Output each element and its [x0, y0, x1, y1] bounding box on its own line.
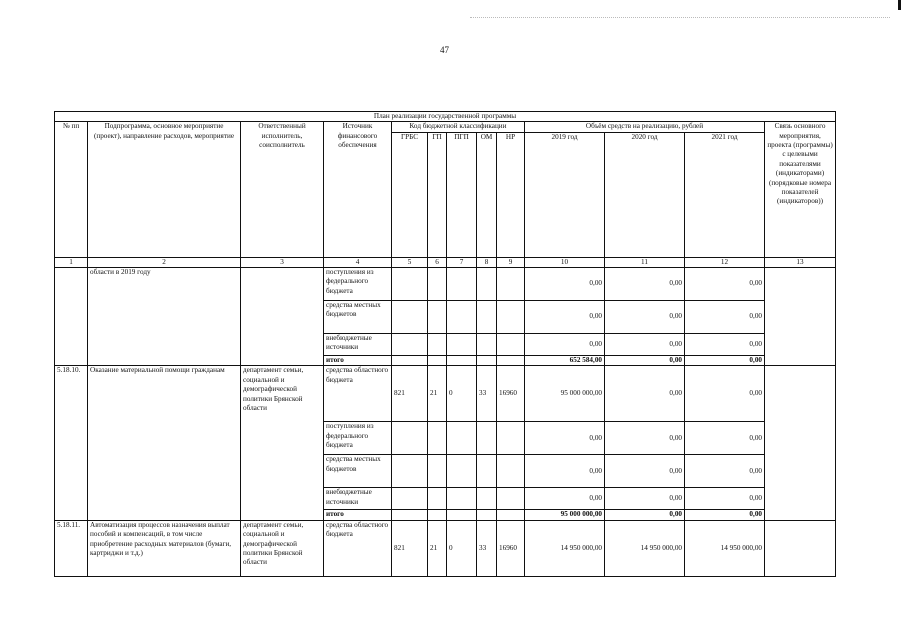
link-cell	[765, 520, 836, 576]
value-2021: 0,00	[685, 455, 765, 488]
source-cell: средства местных бюджетов	[324, 455, 392, 488]
value-2020: 14 950 000,00	[605, 520, 685, 576]
source-cell: средства областного бюджета	[324, 366, 392, 422]
value-2020: 0,00	[605, 301, 685, 334]
col-number: 9	[497, 257, 525, 267]
total-2020: 0,00	[605, 510, 685, 520]
om-code: 33	[477, 366, 497, 422]
plan-table	[54, 111, 836, 577]
link-cell	[765, 366, 836, 520]
grbs-code: 821	[392, 520, 428, 576]
total-2019: 95 000 000,00	[525, 510, 605, 520]
col-number: 1	[55, 257, 88, 267]
pgp-code: 0	[447, 520, 477, 576]
col-number: 2	[88, 257, 241, 267]
header-link: Связь основного мероприятия, проекта (программы) с целевыми показателями (индикаторами) (порядковые номера показателей (индикаторов))	[765, 122, 836, 257]
header-np: НР	[497, 132, 525, 257]
total-2021: 0,00	[685, 356, 765, 366]
value-2021: 0,00	[685, 268, 765, 301]
value-2019: 0,00	[525, 334, 605, 356]
executor-name: департамент семьи, социальной и демографической политики Брянской области	[241, 366, 324, 520]
value-2020: 0,00	[605, 334, 685, 356]
executor-name: департамент семьи, социальной и демографической политики Брянской области	[241, 520, 324, 576]
header-subprogram: Подпрограмма, основное мероприятие (проект), направление расходов, мероприятие	[88, 122, 241, 257]
value-2020: 0,00	[605, 488, 685, 510]
header-pgp: ПГП	[447, 132, 477, 257]
value-2020: 0,00	[605, 366, 685, 422]
source-cell: средства местных бюджетов	[324, 301, 392, 334]
corner-mark	[898, 0, 901, 10]
value-2020: 0,00	[605, 268, 685, 301]
col-number: 8	[477, 257, 497, 267]
value-2019: 0,00	[525, 455, 605, 488]
value-2019: 0,00	[525, 422, 605, 455]
gp-code: 21	[428, 366, 447, 422]
header-num: № пп	[55, 122, 88, 257]
header-om: ОМ	[477, 132, 497, 257]
header-2019: 2019 год	[525, 132, 605, 257]
value-2021: 14 950 000,00	[685, 520, 765, 576]
col-number: 5	[392, 257, 428, 267]
np-code: 16960	[497, 366, 525, 422]
value-2019: 0,00	[525, 268, 605, 301]
value-2021: 0,00	[685, 334, 765, 356]
source-cell: средства областного бюджета	[324, 520, 392, 576]
link-cell	[765, 268, 836, 366]
col-number: 12	[685, 257, 765, 267]
total-2019: 652 584,00	[525, 356, 605, 366]
col-number: 10	[525, 257, 605, 267]
value-2019: 0,00	[525, 301, 605, 334]
row-num-empty	[55, 268, 88, 366]
om-code: 33	[477, 520, 497, 576]
header-grbs: ГРБС	[392, 132, 428, 257]
value-2020: 0,00	[605, 422, 685, 455]
source-cell: внебюджетные источники	[324, 488, 392, 510]
value-2019: 0,00	[525, 488, 605, 510]
header-gp: ГП	[428, 132, 447, 257]
value-2019: 95 000 000,00	[525, 366, 605, 422]
value-2021: 0,00	[685, 366, 765, 422]
value-2021: 0,00	[685, 422, 765, 455]
col-number: 13	[765, 257, 836, 267]
source-cell: поступления из федерального бюджета	[324, 268, 392, 301]
table-title: План реализации государственной программы	[55, 112, 836, 122]
pgp-code: 0	[447, 366, 477, 422]
total-label: итого	[324, 356, 392, 366]
measure-name: Оказание материальной помощи гражданам	[88, 366, 241, 520]
header-executor: Ответственный исполнитель, соисполнитель	[241, 122, 324, 257]
col-number: 4	[324, 257, 392, 267]
total-label: итого	[324, 510, 392, 520]
grbs-code: 821	[392, 366, 428, 422]
source-cell: внебюджетные источники	[324, 334, 392, 356]
executor-empty	[241, 268, 324, 366]
row-num: 5.18.10.	[55, 366, 88, 520]
header-source: Источник финансового обеспечения	[324, 122, 392, 257]
header-volume: Объём средств на реализацию, рублей	[525, 122, 765, 132]
col-number: 11	[605, 257, 685, 267]
value-2021: 0,00	[685, 488, 765, 510]
total-2021: 0,00	[685, 510, 765, 520]
header-2020: 2020 год	[605, 132, 685, 257]
value-2020: 0,00	[605, 455, 685, 488]
np-code: 16960	[497, 520, 525, 576]
gp-code: 21	[428, 520, 447, 576]
header-2021: 2021 год	[685, 132, 765, 257]
measure-name: Автоматизация процессов назначения выплат пособий и компенсаций, в том числе приобретение расходных материалов (бумаги, картриджи и т.д.)	[88, 520, 241, 576]
value-2021: 0,00	[685, 301, 765, 334]
header-kbk: Код бюджетной классификации	[392, 122, 525, 132]
col-number: 6	[428, 257, 447, 267]
value-2019: 14 950 000,00	[525, 520, 605, 576]
scan-artifact-line	[470, 17, 890, 18]
total-2020: 0,00	[605, 356, 685, 366]
col-number: 7	[447, 257, 477, 267]
source-cell: поступления из федерального бюджета	[324, 422, 392, 455]
row-num: 5.18.11.	[55, 520, 88, 576]
col-number: 3	[241, 257, 324, 267]
page-number: 47	[440, 45, 449, 55]
measure-name: области в 2019 году	[88, 268, 241, 366]
